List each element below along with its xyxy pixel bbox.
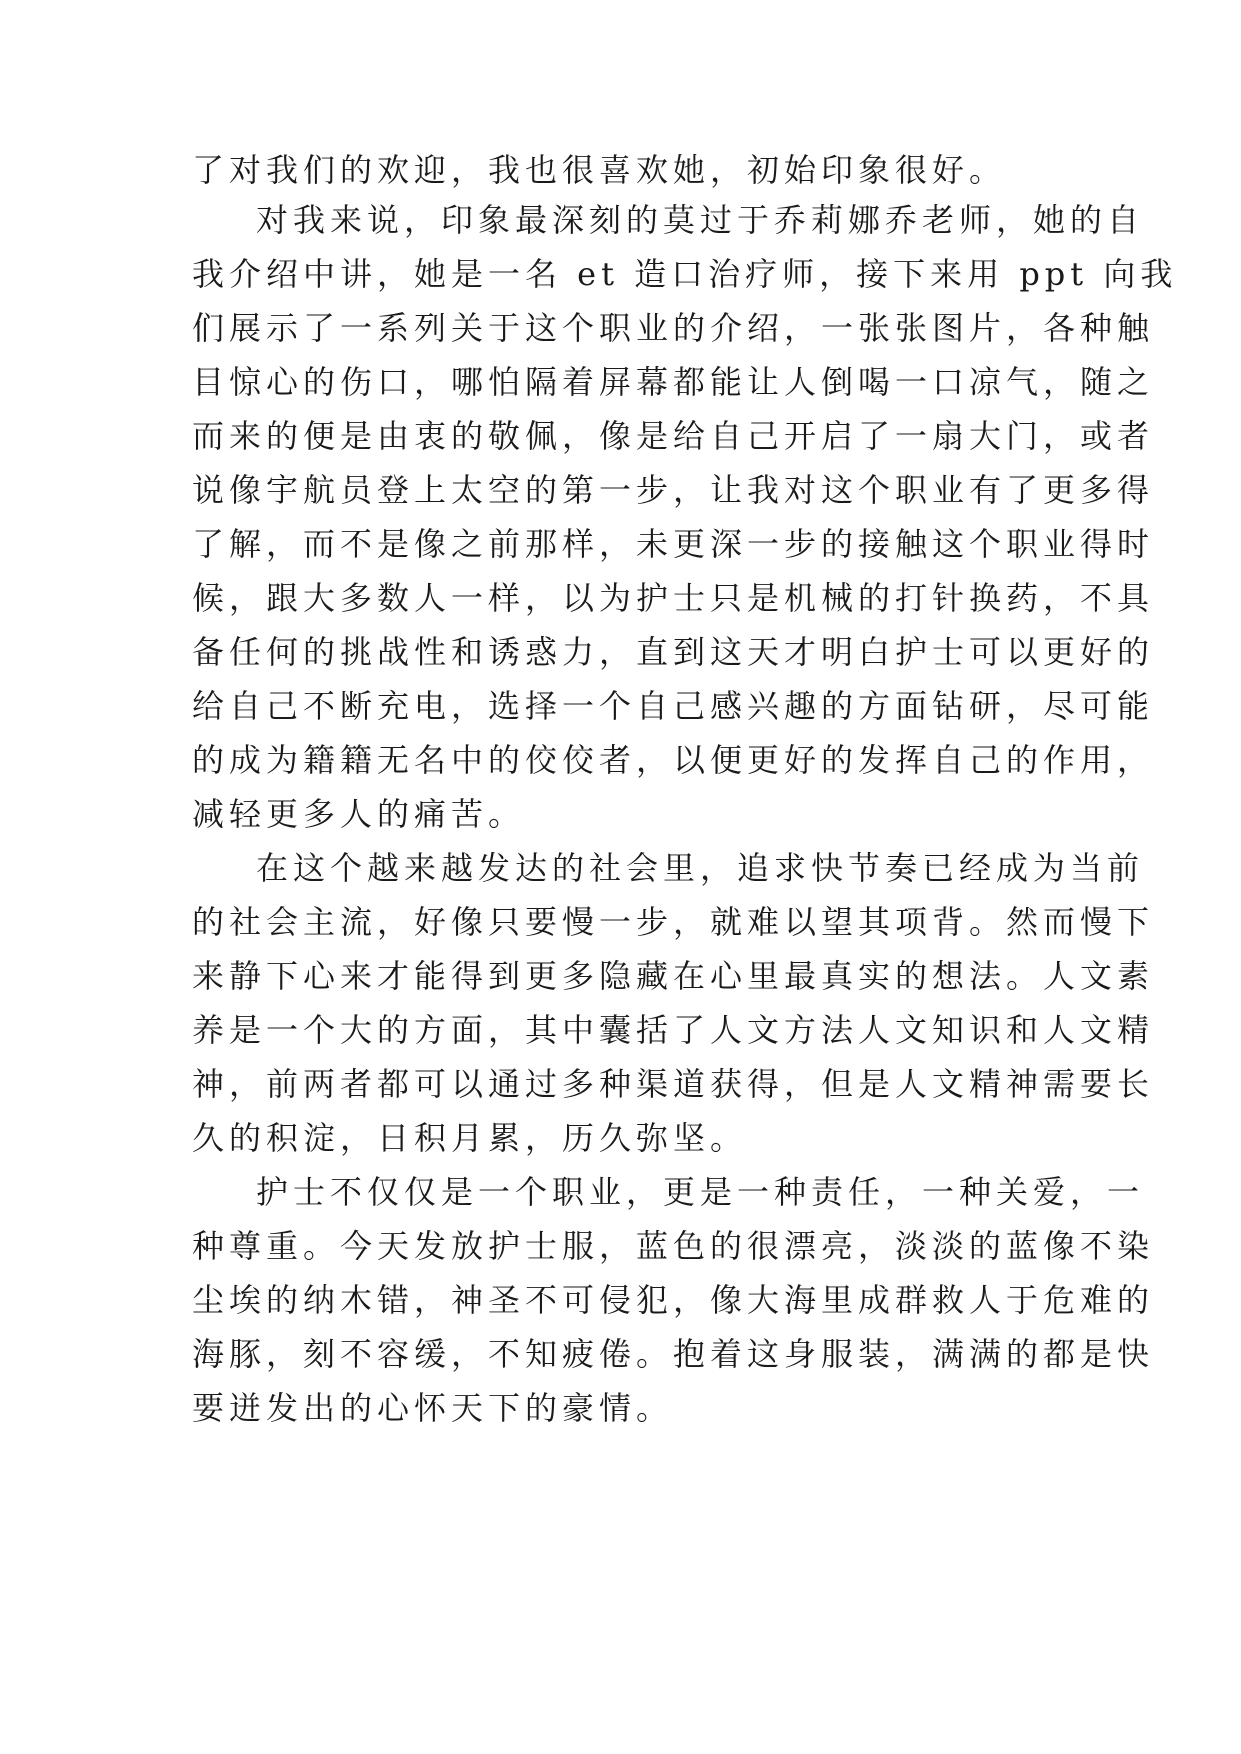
text-line: 了对我们的欢迎，我也很喜欢她，初始印象很好。 xyxy=(192,151,1007,189)
paragraph-first-line: 对我来说，印象最深刻的莫过于乔莉娜乔老师，她的自 xyxy=(256,201,1145,239)
text-line: 目惊心的伤口，哪怕隔着屏幕都能让人倒喝一口凉气，随之 xyxy=(192,363,1155,401)
text-line: 说像宇航员登上太空的第一步，让我对这个职业有了更多得 xyxy=(192,471,1155,509)
text-line: 海豚，刻不容缓，不知疲倦。抱着这身服装，满满的都是快 xyxy=(192,1335,1155,1373)
text-line: 养是一个大的方面，其中囊括了人文方法人文知识和人文精 xyxy=(192,1011,1155,1049)
text-line: 久的积淀，日积月累，历久弥坚。 xyxy=(192,1119,748,1157)
text-line: 要迸发出的心怀天下的豪情。 xyxy=(192,1389,674,1427)
text-line: 给自己不断充电，选择一个自己感兴趣的方面钻研，尽可能 xyxy=(192,687,1155,725)
text-line: 候，跟大多数人一样，以为护士只是机械的打针换药，不具 xyxy=(192,579,1155,617)
text-line: 神，前两者都可以通过多种渠道获得，但是人文精神需要长 xyxy=(192,1065,1155,1103)
paragraph-first-line: 在这个越来越发达的社会里，追求快节奏已经成为当前 xyxy=(256,849,1145,887)
text-line: 了解，而不是像之前那样，未更深一步的接触这个职业得时 xyxy=(192,525,1155,563)
text-line: 的社会主流，好像只要慢一步，就难以望其项背。然而慢下 xyxy=(192,903,1155,941)
text-line: 的成为籍籍无名中的佼佼者，以便更好的发挥自己的作用， xyxy=(192,741,1155,779)
paragraph-first-line: 护士不仅仅是一个职业，更是一种责任，一种关爱，一 xyxy=(256,1173,1145,1211)
text-line: 来静下心来才能得到更多隐藏在心里最真实的想法。人文素 xyxy=(192,957,1155,995)
text-line: 尘埃的纳木错，神圣不可侵犯，像大海里成群救人于危难的 xyxy=(192,1281,1155,1319)
text-line: 而来的便是由衷的敬佩，像是给自己开启了一扇大门，或者 xyxy=(192,417,1155,455)
text-line: 减轻更多人的痛苦。 xyxy=(192,795,526,833)
text-line: 们展示了一系列关于这个职业的介绍，一张张图片，各种触 xyxy=(192,309,1155,347)
text-line: 备任何的挑战性和诱惑力，直到这天才明白护士可以更好的 xyxy=(192,633,1155,671)
text-line: 种尊重。今天发放护士服，蓝色的很漂亮，淡淡的蓝像不染 xyxy=(192,1227,1155,1265)
text-line: 我介绍中讲，她是一名 et 造口治疗师，接下来用 ppt 向我 xyxy=(192,255,1178,293)
